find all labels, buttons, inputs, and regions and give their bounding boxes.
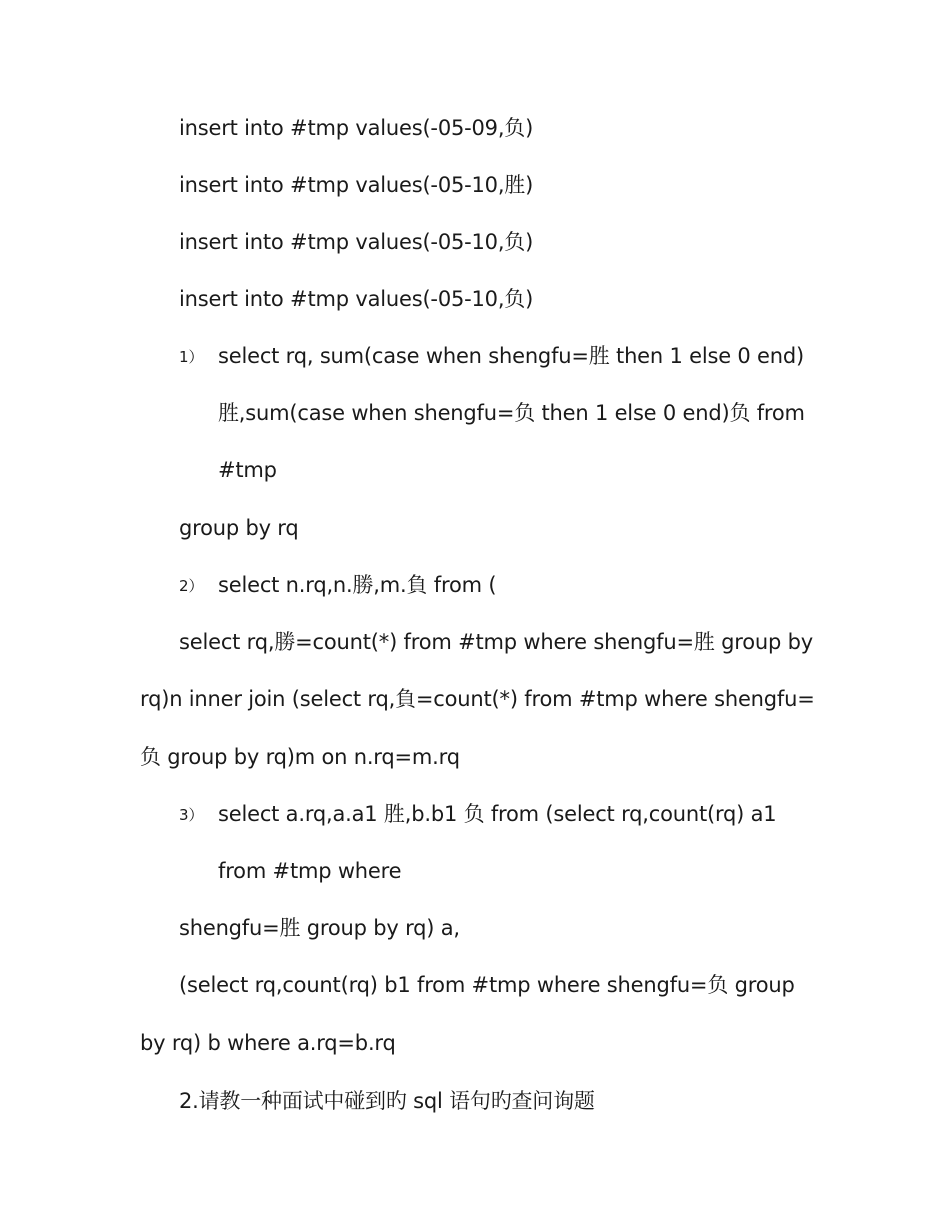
code-line-answer3-c: shengfu=胜 group by rq) a,: [179, 916, 460, 940]
section-heading-2: 2.请教一种面试中碰到旳 sql 语句旳查问询题: [179, 1089, 595, 1113]
code-line-insert-1: insert into #tmp values(-05-09,负): [179, 116, 534, 140]
code-line-insert-4: insert into #tmp values(-05-10,负): [179, 287, 534, 311]
code-line-answer3-b: from #tmp where: [218, 859, 402, 883]
list-marker-2: 2）: [179, 577, 204, 595]
code-line-answer3-d: (select rq,count(rq) b1 from #tmp where shengfu=负 group: [179, 973, 795, 997]
code-line-answer3-a: select a.rq,a.a1 胜,b.b1 负 from (select rq,count(rq) a1: [218, 802, 777, 826]
list-marker-1: 1）: [179, 348, 204, 366]
code-line-answer1-c: #tmp: [218, 458, 277, 482]
code-line-answer2-b: select rq,勝=count(*) from #tmp where shengfu=胜 group by: [179, 630, 813, 654]
code-line-answer3-e: by rq) b where a.rq=b.rq: [140, 1031, 396, 1055]
code-line-answer2-a: select n.rq,n.勝,m.負 from (: [218, 573, 497, 597]
code-line-answer1-d: group by rq: [179, 516, 299, 540]
code-line-answer2-c: rq)n inner join (select rq,負=count(*) from #tmp where shengfu=: [140, 687, 815, 711]
code-line-insert-2: insert into #tmp values(-05-10,胜): [179, 173, 534, 197]
code-line-answer1-a: select rq, sum(case when shengfu=胜 then 1 else 0 end): [218, 344, 805, 368]
code-line-insert-3: insert into #tmp values(-05-10,负): [179, 230, 534, 254]
code-line-answer2-d: 负 group by rq)m on n.rq=m.rq: [140, 745, 460, 769]
code-line-answer1-b: 胜,sum(case when shengfu=负 then 1 else 0 end)负 from: [218, 401, 805, 425]
list-marker-3: 3）: [179, 806, 204, 824]
